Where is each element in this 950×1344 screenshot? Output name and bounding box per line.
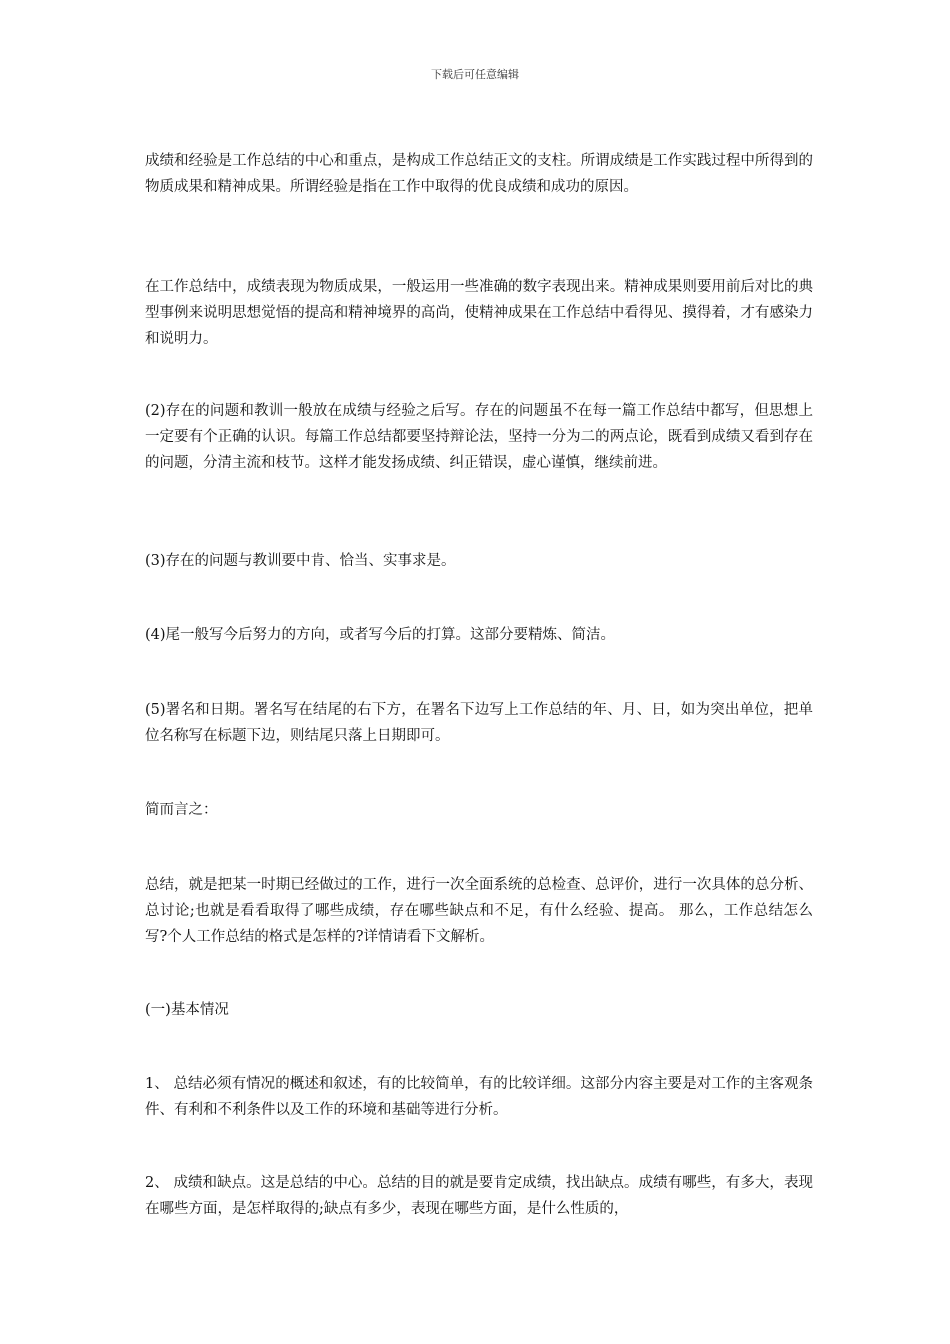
paragraph-material-spiritual-results: 在工作总结中，成绩表现为物质成果，一般运用一些准确的数字表现出来。精神成果则要用前后对比的典型事例来说明思想觉悟的提高和精神境界的高尚，使精神成果在工作总结中看得见、摸得着，才有感染力和说明力。	[145, 279, 813, 347]
paragraph-item-4: (4)尾一般写今后努力的方向，或者写今后的打算。这部分要精炼、简洁。	[145, 627, 616, 643]
paragraph-item-5: (5)署名和日期。署名写在结尾的右下方，在署名下边写上工作总结的年、月、日，如为突出单位，把单位名称写在标题下边，则结尾只落上日期即可。	[145, 702, 813, 744]
paragraph-problems-lessons: (2)存在的问题和教训一般放在成绩与经验之后写。存在的问题虽不在每一篇工作总结中都写，但思想上一定要有个正确的认识。每篇工作总结都要坚持辩论法，坚持一分为二的两点论，既看到成绩又看到存在的问题，分清主流和枝节。这样才能发扬成绩、纠正错误，虚心谨慎，继续前进。	[145, 403, 813, 471]
paragraph-achievements-experience: 成绩和经验是工作总结的中心和重点，是构成工作总结正文的支柱。所谓成绩是工作实践过程中所得到的物质成果和精神成果。所谓经验是指在工作中取得的优良成绩和成功的原因。	[145, 153, 813, 195]
paragraph-in-short: 简而言之：	[145, 802, 218, 818]
page-header: 下载后可任意编辑	[431, 68, 519, 81]
paragraph-point-1: 1、 总结必须有情况的概述和叙述，有的比较简单，有的比较详细。这部分内容主要是对工作的主客观条件、有利和不利条件以及工作的环境和基础等进行分析。	[145, 1076, 813, 1118]
section-heading-basic-situation: (一)基本情况	[145, 1002, 229, 1018]
paragraph-item-3: (3)存在的问题与教训要中肯、恰当、实事求是。	[145, 553, 456, 569]
paragraph-summary-definition: 总结，就是把某一时期已经做过的工作，进行一次全面系统的总检查、总评价，进行一次具体的总分析、总讨论;也就是看看取得了哪些成绩，存在哪些缺点和不足，有什么经验、提高。 那么，工作总结怎么写?个人工作总结的格式是怎样的?详情请看下文解析。	[145, 877, 813, 945]
paragraph-point-2: 2、 成绩和缺点。这是总结的中心。总结的目的就是要肯定成绩，找出缺点。成绩有哪些，有多大，表现在哪些方面，是怎样取得的;缺点有多少，表现在哪些方面，是什么性质的，	[145, 1175, 813, 1217]
